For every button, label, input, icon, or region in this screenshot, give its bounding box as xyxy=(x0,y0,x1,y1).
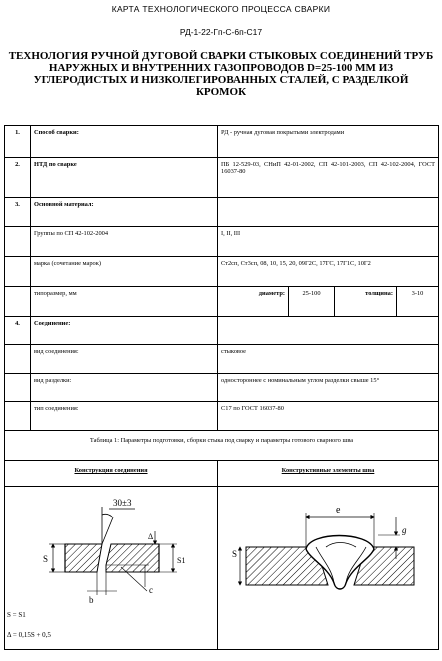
row-value: стыковое xyxy=(218,345,439,374)
row-number: 1. xyxy=(5,126,31,158)
row-number xyxy=(5,402,31,431)
e-label: e xyxy=(336,505,341,516)
weld-elements-heading: Конструктивные элементы шва xyxy=(218,461,439,487)
right-plate xyxy=(106,544,159,572)
row-label: Основной материал: xyxy=(31,198,218,227)
row-number xyxy=(5,345,31,374)
row-joint xyxy=(5,317,439,345)
row-value: I, II, III xyxy=(218,227,439,257)
b-label: b xyxy=(89,595,94,605)
document-title: ТЕХНОЛОГИЯ РУЧНОЙ ДУГОВОЙ СВАРКИ СТЫКОВЫХ СОЕДИНЕНИЙ ТРУБ НАРУЖНЫХ И ВНУТРЕННИХ ГАЗОПРОВОДОВ D=25-100 ММ ИЗ УГЛЕРОДИСТЫХ И НИЗКОЛЕГИРОВАННЫХ СТАЛЕЙ, С РАЗДЕЛКОЙ КРОМОК xyxy=(8,50,434,98)
formula-s: S = S1 xyxy=(7,611,26,619)
row-label: типоразмер, мм xyxy=(31,287,218,317)
diameter-label: диаметр: xyxy=(218,287,289,317)
row-number xyxy=(5,257,31,287)
row-groups xyxy=(5,227,439,257)
row-bevel xyxy=(5,374,439,402)
s1-label: S1 xyxy=(177,556,186,565)
row-value: Ст2сп, Ст3сп, 08, 10, 15, 20, 09Г2С, 17ГС, 17Г1С, 10Г2 xyxy=(218,257,439,287)
row-value: РД - ручная дуговая покрытыми электродами xyxy=(218,126,439,158)
map-title: КАРТА ТЕХНОЛОГИЧЕСКОГО ПРОЦЕССА СВАРКИ xyxy=(111,4,331,14)
row-label: вид разделки: xyxy=(31,374,218,402)
formula-delta: Δ = 0,15S + 0,5 xyxy=(7,631,51,639)
c-label: c xyxy=(149,585,153,595)
row-label: НТД по сварке xyxy=(31,158,218,198)
row-size xyxy=(5,287,439,317)
drawing-header-row xyxy=(5,461,439,487)
row-value: ПБ 12-529-03, СНиП 42-01-2002, СП 42-101-2003, СП 42-102-2004, ГОСТ 16037-80 xyxy=(218,158,439,198)
diameter-value: 25-100 xyxy=(289,287,335,317)
row-value xyxy=(218,198,439,227)
row-joint-kind xyxy=(5,345,439,374)
row-label: марка (сочетание марок) xyxy=(31,257,218,287)
table1-caption-row xyxy=(5,431,439,461)
row-label: Группы по СП 42-102-2004 xyxy=(31,227,218,257)
row-welding-method xyxy=(5,126,439,158)
row-value xyxy=(218,317,439,345)
row-value: одностороннее с номинальным углом разделки свыше 15° xyxy=(218,374,439,402)
row-joint-type xyxy=(5,402,439,431)
thickness-value: 3-10 xyxy=(397,287,439,317)
thickness-label: толщина: xyxy=(335,287,397,317)
joint-design-heading: Конструкция соединения xyxy=(5,461,218,487)
row-number: 3. xyxy=(5,198,31,227)
row-label: Способ сварки: xyxy=(31,126,218,158)
row-ntd xyxy=(5,158,439,198)
weld-elements-cell xyxy=(218,487,439,650)
left-plate xyxy=(65,544,102,572)
row-number: 2. xyxy=(5,158,31,198)
row-base-material xyxy=(5,198,439,227)
document-code: РД-1-22-Гп-С-6п-С17 xyxy=(179,27,263,37)
drawing-row xyxy=(5,487,439,650)
row-label: вид соединения: xyxy=(31,345,218,374)
row-number xyxy=(5,287,31,317)
row-label: Соединение: xyxy=(31,317,218,345)
row-grade xyxy=(5,257,439,287)
row-number xyxy=(5,227,31,257)
row-number: 4. xyxy=(5,317,31,345)
delta-label: Δ xyxy=(148,532,154,541)
joint-design-cell xyxy=(5,487,218,650)
s-label: S xyxy=(43,554,49,564)
joint-design-drawing xyxy=(5,487,217,647)
row-label: тип соединения: xyxy=(31,402,218,431)
g-label: g xyxy=(402,525,407,535)
angle-label: 30±3 xyxy=(113,498,132,508)
table1-caption: Таблица 1: Параметры подготовки, сборки стыка под сварку и параметры готового сварного шва xyxy=(5,431,439,461)
s-label: S xyxy=(232,549,238,559)
process-table xyxy=(4,125,439,650)
weld-elements-drawing xyxy=(218,487,439,647)
row-value: С17 по ГОСТ 16037-80 xyxy=(218,402,439,431)
row-number xyxy=(5,374,31,402)
